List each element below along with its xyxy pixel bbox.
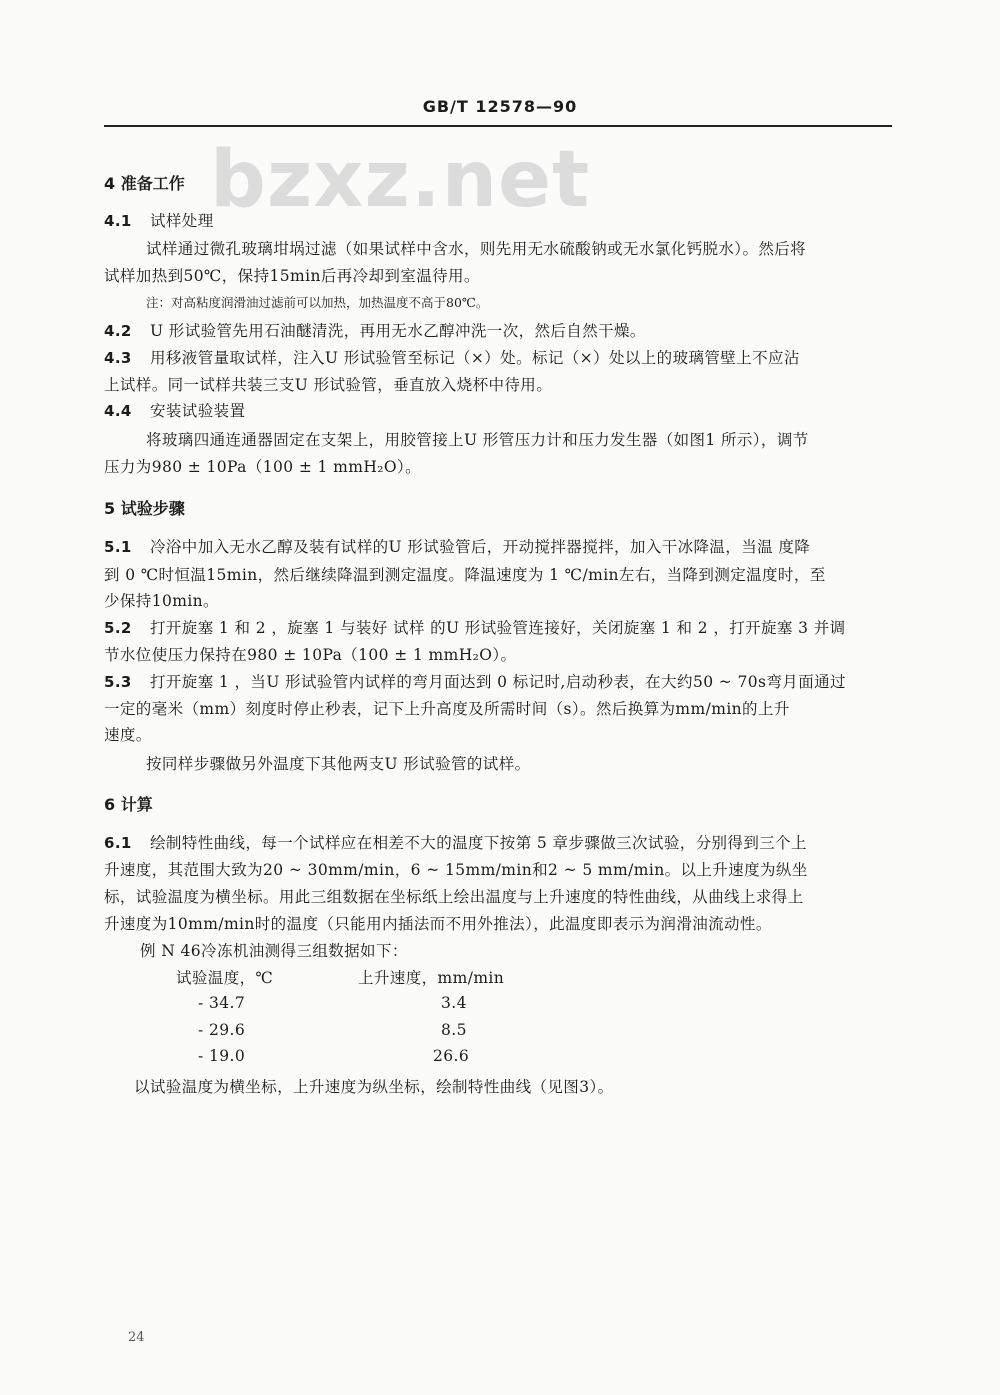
page-number: 24: [128, 1330, 145, 1345]
clause-5-1-line3: 少保持10min。: [104, 592, 219, 610]
section-6-title: 6 计算: [104, 795, 153, 814]
header-rule: [104, 125, 892, 127]
clause-4-1-heading: [104, 209, 214, 231]
clause-5-2-line1: [104, 616, 846, 638]
clause-text: 打开旋塞 1 ，当U 形试验管内试样的弯月面达到 0 标记时,启动秒表，在大约50 ~ 70s弯月面通过: [150, 673, 846, 691]
clause-6-1-line1: [104, 831, 807, 853]
clause-5-1-line1: [104, 535, 810, 557]
example-line: 例 N 46冷冻机油测得三组数据如下：: [140, 942, 408, 960]
section-5-title: 5 试验步骤: [104, 499, 185, 518]
clause-4-3-line1: [104, 346, 800, 368]
clause-number: 5.1: [104, 538, 132, 556]
clause-number: 5.2: [104, 619, 132, 637]
closing-line: 以试验温度为横坐标，上升速度为纵坐标，绘制特性曲线（见图3）。: [134, 1078, 614, 1096]
table-cell-speed-1: 3.4: [441, 994, 467, 1012]
clause-5-3-line2: 一定的毫米（mm）刻度时停止秒表，记下上升高度及所需时间（s）。然后换算为mm/min的上升: [104, 700, 790, 718]
table-header-temperature: 试验温度，℃: [176, 969, 274, 987]
clause-number: 6.1: [104, 834, 132, 852]
table-cell-speed-3: 26.6: [433, 1047, 470, 1065]
clause-4-3-line2: 上试样。同一试样共装三支U 形试验管，垂直放入烧杯中待用。: [104, 376, 553, 394]
clause-5-2-line2: 节水位使压力保持在980 ± 10Pa（100 ± 1 mmH₂O）。: [104, 646, 517, 664]
clause-text: 冷浴中加入无水乙醇及装有试样的U 形试验管后，开动搅拌器搅拌，加入干冰降温，当温 度降: [150, 538, 811, 556]
table-header-speed: 上升速度，mm/min: [358, 969, 505, 987]
table-cell-speed-2: 8.5: [441, 1021, 467, 1039]
clause-4-4-heading: [104, 399, 245, 421]
clause-4-4-line1: 将玻璃四通连通器固定在支架上，用胶管接上U 形管压力计和压力发生器（如图1 所示），调节: [146, 431, 809, 449]
clause-title: 安装试验装置: [150, 402, 246, 420]
clause-number: 4.1: [104, 212, 132, 230]
clause-6-1-line2: 升速度，其范围大致为20 ~ 30mm/min，6 ~ 15mm/min和2 ~ 5 mm/min。以上升速度为纵坐: [104, 861, 808, 879]
clause-4-2: [104, 319, 646, 341]
clause-5-3-line1: [104, 670, 846, 692]
clause-text: 打开旋塞 1 和 2 ，旋塞 1 与装好 试样 的U 形试验管连接好，关闭旋塞 1 和 2 ，打开旋塞 3 并调: [150, 619, 846, 637]
table-cell-temp-1: - 34.7: [198, 994, 246, 1012]
clause-text: 绘制特性曲线，每一个试样应在相差不大的温度下按第 5 章步骤做三次试验，分别得到三个上: [150, 834, 807, 852]
clause-4-1-line1: 试样通过微孔玻璃坩埚过滤（如果试样中含水，则先用无水硫酸钠或无水氯化钙脱水）。然后将: [146, 240, 807, 258]
clause-number: 4.4: [104, 402, 132, 420]
clause-title: 试样处理: [150, 212, 214, 230]
watermark: bzxz.net: [210, 135, 591, 225]
section-4-title: 4 准备工作: [104, 174, 185, 193]
clause-text: 用移液管量取试样，注入U 形试验管至标记（×）处。标记（×）处以上的玻璃管壁上不应沾: [150, 349, 800, 367]
clause-5-1-line2: 到 0 ℃时恒温15min，然后继续降温到测定温度。降温速度为 1 ℃/min左右，当降到测定温度时，至: [104, 566, 826, 584]
clause-4-1-note: 注：对高粘度润滑油过滤前可以加热，加热温度不高于80℃。: [146, 295, 489, 310]
table-cell-temp-2: - 29.6: [198, 1021, 246, 1039]
clause-6-1-line4: 升速度为10mm/min时的温度（只能用内插法而不用外推法），此温度即表示为润滑油流动性。: [104, 915, 772, 933]
clause-number: 5.3: [104, 673, 132, 691]
clause-4-1-line2: 试样加热到50℃，保持15min后再冷却到室温待用。: [104, 267, 480, 285]
clause-number: 4.3: [104, 349, 132, 367]
clause-number: 4.2: [104, 322, 132, 340]
document-header-code: GB/T 12578—90: [422, 97, 578, 116]
clause-4-4-line2: 压力为980 ± 10Pa（100 ± 1 mmH₂O）。: [104, 458, 422, 476]
clause-text: U 形试验管先用石油醚清洗，再用无水乙醇冲洗一次，然后自然干燥。: [150, 322, 646, 340]
clause-5-3-line3: 速度。: [104, 726, 152, 744]
clause-6-1-line3: 标，试验温度为横坐标。用此三组数据在坐标纸上绘出温度与上升速度的特性曲线，从曲线上求得上: [104, 888, 804, 906]
clause-5-3-extra: 按同样步骤做另外温度下其他两支U 形试验管的试样。: [146, 755, 531, 773]
table-cell-temp-3: - 19.0: [198, 1047, 246, 1065]
